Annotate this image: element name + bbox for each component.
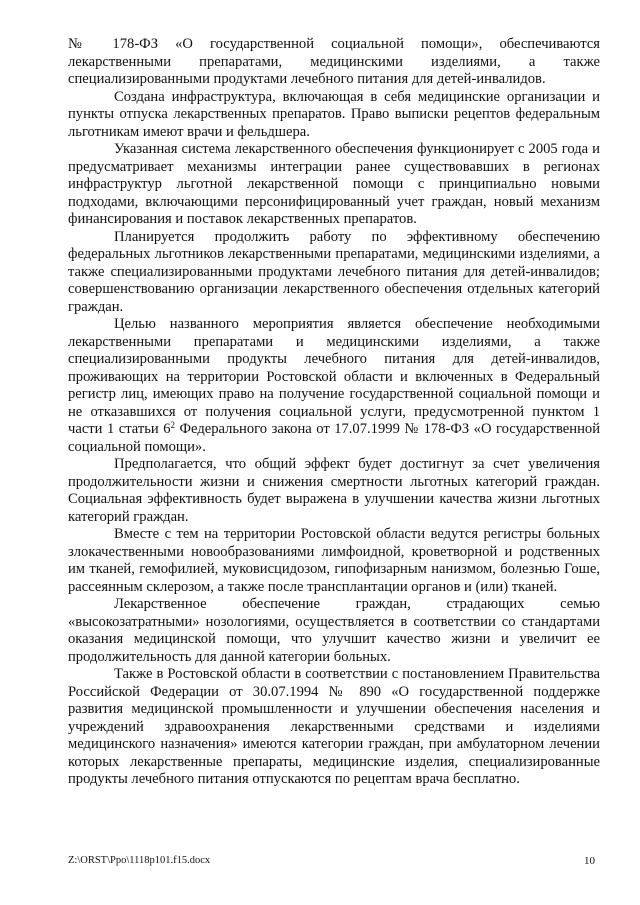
footer-file-path: Z:\ORST\Ppo\1118p101.f15.docx (68, 855, 211, 866)
paragraph-1: № 178-ФЗ «О государственной социальной помощи», обеспечиваются лекарственными препаратами, медицинскими изделиями, а также специализированными продуктами лечебного питания для детей-инвалидов. (68, 36, 600, 87)
goal-superscript: 2 (170, 420, 176, 430)
paragraph-4: Планируется продолжить работу по эффективному обеспечению федеральных льготников лекарственными препаратами, медицинскими изделиями, а также специализированными продуктами лечебного питания для детей-инвалидов; совершенствованию организации лекарственного обеспечения отдельных категорий граждан. (68, 228, 600, 315)
paragraph-7: Вместе с тем на территории Ростовской области ведутся регистры больных злокачественными новообразованиями лимфоидной, кроветворной и родственных им тканей, гемофилией, муковисцидозом, гипофизарным нанизмом, болезнью Гоше, рассеянным склерозом, а также после трансплантации органов и (или) тканей. (68, 526, 600, 595)
paragraph-6: Предполагается, что общий эффект будет достигнут за счет увеличения продолжительности жизни и снижения смертности льготных категорий граждан. Социальная эффективность будет выражена в улучшении качества жизни льготных категорий граждан. (68, 456, 600, 525)
document-body (68, 36, 600, 789)
goal-text-after: Федерального закона от 17.07.1999 № 178-ФЗ «О государственной социальной помощи». (68, 421, 600, 455)
paragraph-8: Лекарственное обеспечение граждан, страдающих семью «высокозатратными» нозологиями, осуществляется в соответствии со стандартами оказания медицинской помощи, что улучшит качество жизни и увеличит ее продолжительность для данной категории больных. (68, 596, 600, 665)
paragraph-goal (68, 316, 600, 456)
paragraph-9: Также в Ростовской области в соответствии с постановлением Правительства Российской Федерации от 30.07.1994 № 890 «О государственной поддержке развития медицинской промышленности и улучшении обеспечения населения и учреждений здравоохранения лекарственными средствами и изделиями медицинского назначения» имеются категории граждан, при амбулаторном лечении которых лекарственные препараты, медицинские изделия, специализированные продукты лечебного питания отпускаются по рецептам врача бесплатно. (68, 666, 600, 787)
footer-page-number: 10 (584, 855, 595, 867)
paragraph-2: Создана инфраструктура, включающая в себя медицинские организации и пункты отпуска лекарственных препаратов. Право выписки рецептов федеральным льготникам имеют врачи и фельдшера. (68, 88, 600, 140)
goal-text-before: Целью названного мероприятия является обеспечение необходимыми лекарственными препаратами и медицинскими изделиями, а также специализированными продукты лечебного питания для детей-инвалидов, проживающих на территории Ростовской области и включенных в Федеральный регистр лиц, имеющих право на получение государственной социальной помощи и не отказавшихся от получения социальной услуги, предусмотренной пунктом 1 части 1 статьи 6 (68, 316, 600, 437)
paragraph-3: Указанная система лекарственного обеспечения функционирует с 2005 года и предусматривает механизмы интеграции ранее существовавших в регионах инфраструктур льготной лекарственной помощи с принципиально новыми подходами, включающими персонифицированный учет граждан, новый механизм финансирования и поставок лекарственных препаратов. (68, 141, 600, 227)
